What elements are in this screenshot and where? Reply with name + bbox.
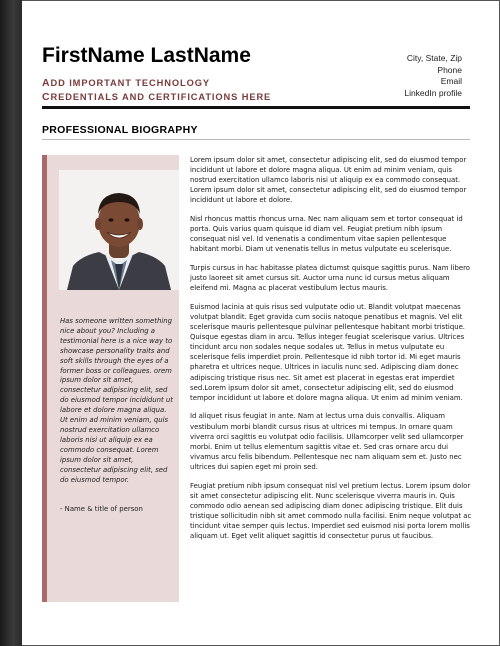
contact-email: Email <box>440 76 462 86</box>
bio-paragraph: Lorem ipsum dolor sit amet, consectetur adipiscing elit, sed do eiusmod tempor incididunt ut labore et dolore magna aliqua. Ut enim ad minim veniam, quis nostrud exercitation ullamco laboris nisi ut aliquip ex ea commodo consequat. Lorem ipsum dolor sit amet, consectetur adipiscing elit, sed do eiusmod tempor incididunt ut labore et dolore. <box>190 156 467 205</box>
biography-body <box>190 155 475 550</box>
candidate-name: FirstName LastName <box>42 44 251 67</box>
bio-paragraph: Id aliquet risus feugiat in ante. Nam at lectus urna duis convallis. Aliquam vestibulum morbi blandit cursus risus at ultrices mi tempus. In ornare quam viverra orci sagittis eu volutpat odio facilisis. Ullamcorper velit sed ullamcorper morbi. Enim ut tellus elementum sagittis vitae et. Sed cras ornare arcu dui vivamus arcu felis bibendum. Pellentesque nec nam aliquam sem et. Justo nec ultrices dui sapien eget mi proin sed. <box>190 412 464 471</box>
contact-city: City, State, Zip <box>406 53 462 63</box>
section-divider <box>42 139 470 140</box>
tagline-line-1: ADD IMPORTANT TECHNOLOGY <box>42 77 210 89</box>
header-divider <box>42 106 470 109</box>
bio-paragraph: Nisl rhoncus mattis rhoncus urna. Nec nam aliquam sem et tortor consequat id porta. Quis varius quam quisque id diam vel. Feugiat pretium nibh ipsum consequat nisl vel. Id venenatis a condimentum vitae sapien pellentesque habitant morbi. Diam ut venenatis tellus in metus vulputate eu scelerisque. <box>190 215 463 254</box>
contact-block <box>404 53 462 99</box>
left-decorative-bar <box>0 0 22 646</box>
testimonial-text: Has someone written something nice about you? Including a testimonial here is a nice way to showcase personality traits and soft skills through the eyes of a former boss or colleagues. orem ipsum dolor sit amet, consectetur adipiscing elit, sed do eiusmod tempor incididunt ut labore et dolore magna aliqua. Ut enim ad minim veniam, quis nostrud exercitation ullamco laboris nisi ut aliquip ex ea commodo consequat. Lorem ipsum dolor sit amet, consectetur adipiscing elit, sed do eiusmod tempor. <box>60 317 173 484</box>
bio-paragraph: Turpis cursus in hac habitasse platea dictumst quisque sagittis purus. Nam libero justo laoreet sit amet cursus sit. Auctor urna nunc id cursus metus aliquam eleifend mi. Magna ac placerat vestibulum lectus mauris. <box>190 264 470 293</box>
profile-photo-illustration <box>59 170 179 290</box>
section-title: PROFESSIONAL BIOGRAPHY <box>42 124 198 136</box>
contact-linkedin: LinkedIn profile <box>404 87 462 98</box>
bio-paragraph: Feugiat pretium nibh ipsum consequat nisl vel pretium lectus. Lorem ipsum dolor sit amet consectetur adipiscing elit. Nunc scelerisque viverra mauris in. Quis commodo odio aenean sed adipiscing diam donec adipiscing tristique. Elit duis tristique sollicitudin nibh sit amet commodo nulla facilisi. Enim neque volutpat ac tincidunt vitae semper quis lectus. Imperdiet sed euismod nisi porta lorem mollis aliquam ut. Eget velit aliquet sagittis id consectetur purus ut faucibus. <box>190 481 472 541</box>
profile-photo <box>59 170 179 290</box>
tagline-line-2: CREDENTIALS AND CERTIFICATIONS HERE <box>42 91 272 103</box>
bio-paragraph: Euismod lacinia at quis risus sed vulputate odio ut. Blandit volutpat maecenas volutpat blandit. Eget gravida cum sociis natoque penatibus et magnis. Vel elit scelerisque mauris pellentesque pulvinar pellentesque habitant morbi tristique. Quisque egestas diam in arcu. Tellus integer feugiat scelerisque varius. Ultrices tincidunt arcu non sodales neque sodales ut. Tellus in metus vulputate eu scelerisque felis imperdiet proin. Pellentesque id nibh tortor id. Mi eget mauris pharetra et ultrices neque. Ultrices in iaculis nunc sed. Adipiscing diam donec adipiscing tristique risus nec. Sit amet est placerat in egestas erat imperdiet sed.Lorem ipsum dolor sit amet, consectetur adipiscing elit, sed do eiusmod tempor incididunt ut labore et dolore magna aliqua. Ut enim ad minim veniam. <box>190 302 465 402</box>
testimonial-attribution: - Name & title of person <box>60 505 143 513</box>
testimonial-sidebar <box>42 155 179 602</box>
credentials-tagline <box>42 76 271 104</box>
contact-phone: Phone <box>437 64 462 75</box>
